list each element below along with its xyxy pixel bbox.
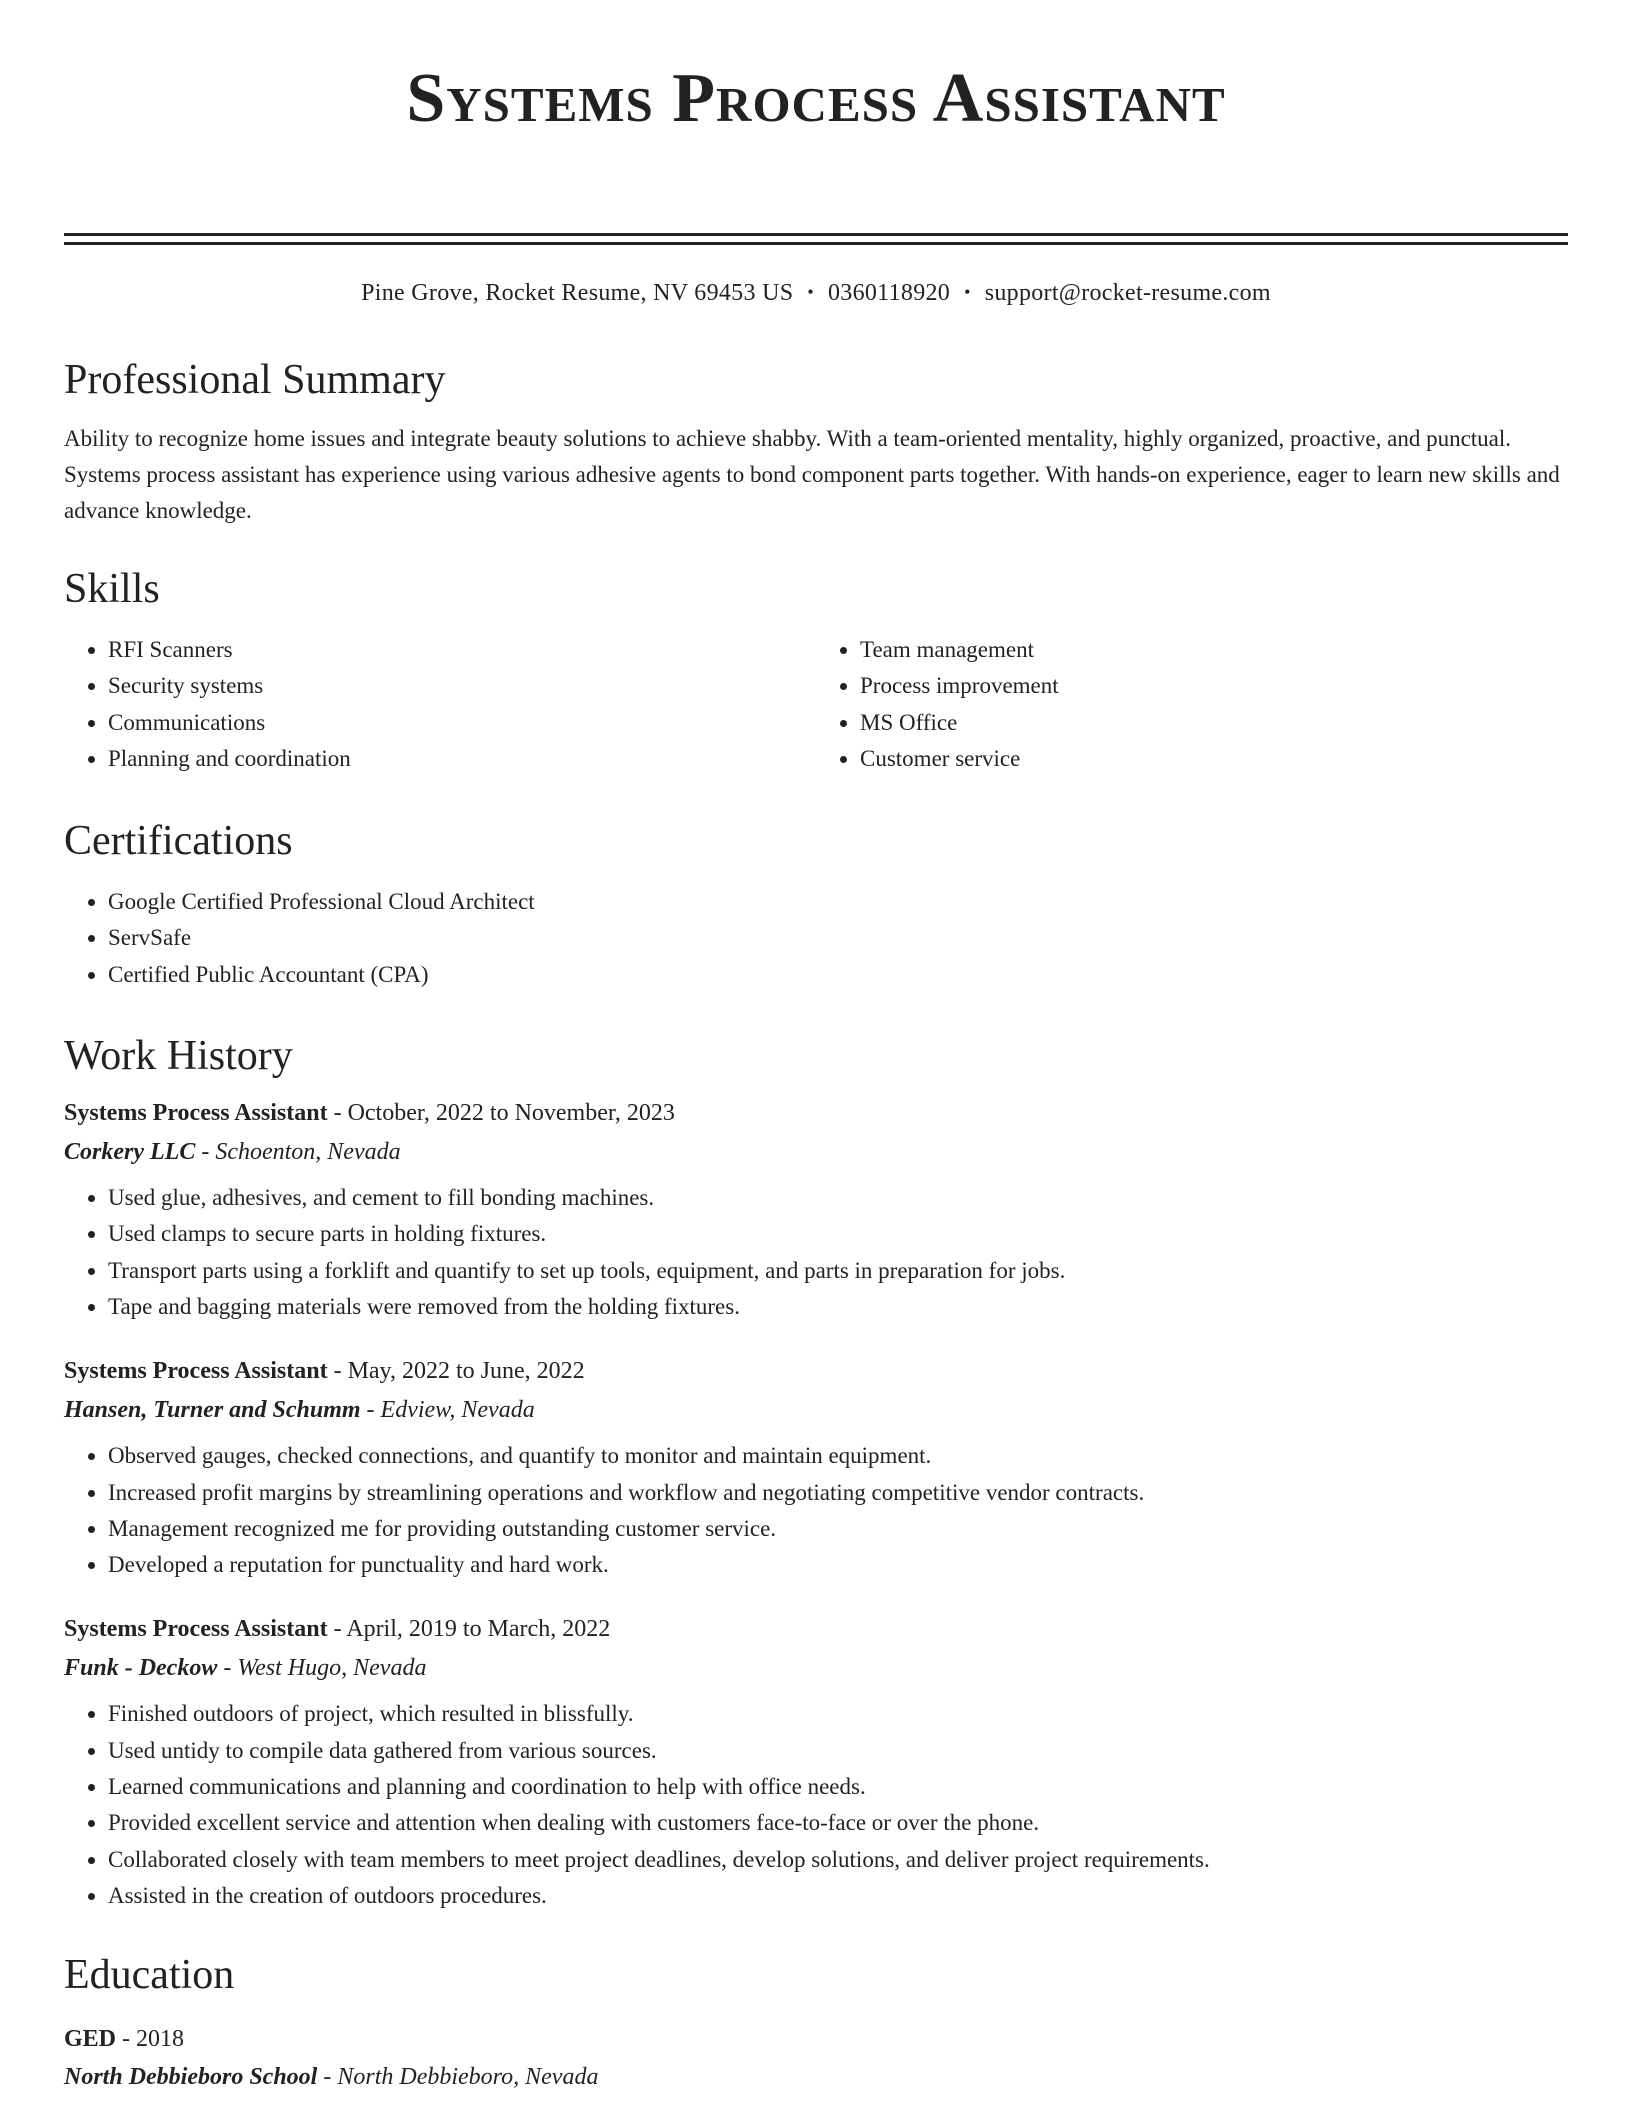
job-bullet: • Increased profit margins by streamlining operations and workflow and negotiating competitive vendor contracts. bbox=[108, 1475, 1568, 1511]
job-bullet: • Provided excellent service and attention when dealing with customers face-to-face or over the phone. bbox=[108, 1805, 1568, 1841]
job-entry bbox=[64, 1359, 1568, 1583]
education-section bbox=[64, 1954, 1568, 2089]
skill-item: • RFI Scanners bbox=[108, 632, 816, 668]
education-school-line: North Debbieboro School - North Debbieboro, Nevada bbox=[64, 2064, 599, 2091]
job-bullets bbox=[64, 1438, 1568, 1583]
job-company: Hansen, Turner and Schumm bbox=[64, 1397, 361, 1424]
job-title-line: Systems Process Assistant - October, 2022 to November, 2023 bbox=[64, 1100, 675, 1127]
contact-line bbox=[64, 281, 1568, 307]
job-bullet: • Used untidy to compile data gathered from various sources. bbox=[108, 1733, 1568, 1769]
work-history-section bbox=[64, 1035, 1568, 1914]
skill-item: • MS Office bbox=[860, 705, 1568, 741]
job-bullet: • Collaborated closely with team members to meet project deadlines, develop solutions, and deliver project requirements. bbox=[108, 1842, 1568, 1878]
job-location: Schoenton, Nevada bbox=[215, 1139, 401, 1166]
job-dates: October, 2022 to November, 2023 bbox=[347, 1100, 675, 1127]
contact-address: Pine Grove, Rocket Resume, NV 69453 US bbox=[361, 280, 794, 306]
job-title: Systems Process Assistant bbox=[64, 1616, 328, 1643]
education-location: North Debbieboro, Nevada bbox=[337, 2064, 599, 2091]
job-bullet: • Management recognized me for providing outstanding customer service. bbox=[108, 1511, 1568, 1547]
skills-list-right bbox=[816, 632, 1568, 777]
job-location: Edview, Nevada bbox=[380, 1397, 535, 1424]
education-degree-line: GED - 2018 bbox=[64, 2026, 185, 2053]
job-bullet: • Observed gauges, checked connections, and quantify to monitor and maintain equipment. bbox=[108, 1438, 1568, 1474]
skills-heading: Skills bbox=[64, 566, 160, 612]
contact-separator: • bbox=[964, 282, 971, 302]
job-bullet: • Developed a reputation for punctuality and hard work. bbox=[108, 1547, 1568, 1583]
job-entry bbox=[64, 1101, 1568, 1325]
skill-item: • Customer service bbox=[860, 741, 1568, 777]
job-bullet: • Used glue, adhesives, and cement to fill bonding machines. bbox=[108, 1180, 1568, 1216]
job-title-line: Systems Process Assistant - April, 2019 to March, 2022 bbox=[64, 1616, 611, 1643]
education-degree: GED bbox=[64, 2026, 117, 2053]
job-bullet: • Tape and bagging materials were removed from the holding fixtures. bbox=[108, 1289, 1568, 1325]
certifications-heading: Certifications bbox=[64, 818, 293, 865]
job-company-line: Hansen, Turner and Schumm - Edview, Nevada bbox=[64, 1397, 535, 1424]
certification-item: • Google Certified Professional Cloud Architect bbox=[108, 884, 1568, 920]
job-company-line: Corkery LLC - Schoenton, Nevada bbox=[64, 1139, 401, 1166]
summary-text: Ability to recognize home issues and integrate beauty solutions to achieve shabby. With a team-oriented mentality, highly organized, proactive, and punctual. Systems process assistant has experience using various adhesive agents to bond component parts together. With hands-on experience, eager to learn new skills and advance knowledge. bbox=[64, 426, 1560, 523]
job-bullet: • Assisted in the creation of outdoors procedures. bbox=[108, 1878, 1568, 1914]
job-bullet: • Learned communications and planning and coordination to help with office needs. bbox=[108, 1769, 1568, 1805]
skill-item: • Security systems bbox=[108, 668, 816, 704]
job-location: West Hugo, Nevada bbox=[237, 1655, 427, 1682]
job-bullets bbox=[64, 1180, 1568, 1325]
job-title: Systems Process Assistant bbox=[64, 1100, 328, 1127]
skill-item: • Planning and coordination bbox=[108, 741, 816, 777]
job-bullets bbox=[64, 1696, 1568, 1914]
job-title: Systems Process Assistant bbox=[64, 1358, 328, 1385]
job-company-line: Funk - Deckow - West Hugo, Nevada bbox=[64, 1655, 427, 1682]
contact-phone: 0360118920 bbox=[827, 280, 951, 306]
skill-item: • Process improvement bbox=[860, 668, 1568, 704]
education-year: 2018 bbox=[136, 2026, 185, 2053]
certification-item: • Certified Public Accountant (CPA) bbox=[108, 957, 1568, 993]
certifications-list bbox=[64, 884, 1568, 993]
work-history-heading: Work History bbox=[64, 1033, 293, 1080]
skill-item: • Communications bbox=[108, 705, 816, 741]
job-dates: May, 2022 to June, 2022 bbox=[347, 1358, 585, 1385]
contact-email: support@rocket-resume.com bbox=[984, 280, 1271, 306]
certification-item: • ServSafe bbox=[108, 920, 1568, 956]
job-bullet: • Used clamps to secure parts in holding fixtures. bbox=[108, 1216, 1568, 1252]
job-company: Funk - Deckow bbox=[64, 1655, 218, 1682]
skills-grid bbox=[64, 632, 1568, 777]
certifications-section bbox=[64, 820, 1568, 993]
education-school: North Debbieboro School bbox=[64, 2064, 318, 2091]
skills-section bbox=[64, 568, 1568, 777]
job-bullet: • Transport parts using a forklift and quantify to set up tools, equipment, and parts in preparation for jobs. bbox=[108, 1253, 1568, 1289]
skills-list-left bbox=[64, 632, 816, 777]
job-title-line: Systems Process Assistant - May, 2022 to June, 2022 bbox=[64, 1358, 585, 1385]
education-heading: Education bbox=[64, 1952, 235, 1999]
contact-separator: • bbox=[807, 282, 814, 302]
candidate-name: Systems Process Assistant bbox=[406, 60, 1226, 137]
job-bullet: • Finished outdoors of project, which resulted in blissfully. bbox=[108, 1696, 1568, 1732]
header-rule-bottom bbox=[64, 242, 1568, 245]
skill-item: • Team management bbox=[860, 632, 1568, 668]
summary-heading: Professional Summary bbox=[64, 357, 446, 403]
job-entry bbox=[64, 1617, 1568, 1914]
job-dates: April, 2019 to March, 2022 bbox=[346, 1616, 611, 1643]
header-rule-top bbox=[64, 233, 1568, 236]
summary-section bbox=[64, 359, 1568, 529]
job-company: Corkery LLC bbox=[64, 1139, 196, 1166]
